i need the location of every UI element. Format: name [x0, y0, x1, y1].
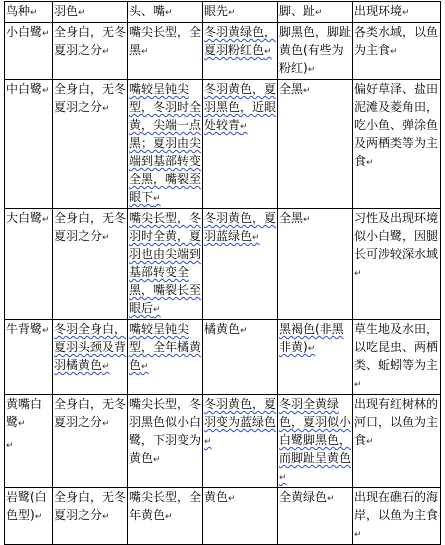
- paragraph-mark-icon: ↵: [102, 512, 110, 522]
- paragraph-mark-icon: ↵: [354, 269, 362, 279]
- paragraph-mark-icon: ↵: [102, 419, 110, 429]
- paragraph-mark-icon: ↵: [252, 233, 260, 243]
- paragraph-mark-icon: ↵: [42, 29, 50, 39]
- paragraph-mark-icon: ↵: [102, 362, 110, 372]
- paragraph-mark-icon: ↵: [6, 441, 14, 451]
- plumage-cell: 冬羽全身白，夏羽头颈及背羽橘黄色↵: [53, 320, 128, 395]
- plumage-cell: 全身白，无冬夏羽之分↵: [53, 23, 128, 80]
- bill-cell: 嘴较呈钝尖型，冬羽时全黄，尖端一点黑；夏羽由尖端到基部转变全黑，嘴裂至眼下↵: [128, 80, 203, 209]
- table-row: [5, 395, 441, 488]
- paragraph-mark-icon: ↵: [141, 362, 149, 372]
- plumage-cell: 全身白，无冬夏羽之分↵: [53, 209, 128, 320]
- species-cell: 黄嘴白鹭↵: [5, 395, 53, 488]
- lores-cell: 冬羽黄色，夏羽黑色，近眼处较青↵: [203, 80, 278, 209]
- paragraph-mark-icon: ↵: [307, 65, 316, 75]
- legs-cell: 全黑↵: [278, 80, 353, 209]
- egret-table: [4, 1, 441, 545]
- paragraph-mark-icon: ↵: [165, 8, 173, 18]
- paragraph-mark-icon: ↵: [102, 233, 110, 243]
- habitat-cell: 出现有红树林的河口，以鱼为主食↵: [353, 395, 441, 488]
- paragraph-mark-icon: ↵: [264, 47, 272, 57]
- header-cell-legs-toes: 脚、趾↵: [278, 2, 353, 23]
- paragraph-mark-icon: ↵: [303, 215, 311, 225]
- paragraph-mark-icon: ↵: [366, 437, 374, 447]
- bill-cell: 嘴尖长型，全年黄色↵: [128, 488, 203, 545]
- paragraph-mark-icon: ↵: [153, 194, 161, 204]
- paragraph-mark-icon: ↵: [366, 158, 374, 168]
- legs-cell: 全黄绿色↵: [278, 488, 353, 545]
- paragraph-mark-icon: ↵: [42, 326, 50, 336]
- paragraph-mark-icon: ↵: [102, 104, 110, 114]
- bill-cell: 嘴尖长型，全黑↵: [128, 23, 203, 80]
- paragraph-mark-icon: ↵: [30, 8, 38, 18]
- paragraph-mark-icon: ↵: [42, 215, 50, 225]
- paragraph-mark-icon: ↵: [240, 326, 248, 336]
- bill-cell: 嘴较呈钝尖型，全年橘黄色↵: [128, 320, 203, 395]
- table-row: [5, 320, 441, 395]
- bill-cell: 嘴尖长型，冬羽黑色似小白鹭，下羽变为黄色↵: [128, 395, 203, 488]
- paragraph-mark-icon: ↵: [240, 122, 248, 132]
- legs-cell: 脚黑色，脚趾黄色(有些为粉红)↵: [278, 23, 353, 80]
- paragraph-mark-icon: ↵: [34, 512, 43, 522]
- paragraph-mark-icon: ↵: [402, 8, 410, 18]
- header-row: [5, 2, 441, 23]
- paragraph-mark-icon: ↵: [42, 86, 50, 96]
- paragraph-mark-icon: ↵: [18, 419, 26, 429]
- table-row: [5, 23, 441, 80]
- paragraph-mark-icon: ↵: [307, 344, 316, 354]
- paragraph-mark-icon: ↵: [390, 47, 398, 57]
- lores-cell: 冬羽黄色，夏羽变为蓝绿色↵: [203, 395, 278, 488]
- plumage-cell: 全身白，无冬夏羽之分↵: [53, 395, 128, 488]
- paragraph-mark-icon: ↵: [78, 8, 86, 18]
- paragraph-mark-icon: ↵: [354, 530, 362, 540]
- lores-cell: 黄色↵: [203, 488, 278, 545]
- lores-cell: 冬羽黄绿色，夏羽粉红色↵: [203, 23, 278, 80]
- paragraph-mark-icon: ↵: [153, 305, 161, 315]
- species-cell: 牛背鹭↵: [5, 320, 53, 395]
- legs-cell: 冬羽全黄绿色，夏羽似小白鹭脚黑色，而脚趾呈黄色↵: [278, 395, 353, 488]
- paragraph-mark-icon: ↵: [327, 494, 335, 504]
- header-cell-habitat: 出现环境↵: [353, 2, 441, 23]
- legs-cell: 黑褐色(非黑非黄)↵: [278, 320, 353, 395]
- paragraph-mark-icon: ↵: [228, 494, 236, 504]
- legs-cell: 全黑↵: [278, 209, 353, 320]
- species-cell: 大白鹭↵: [5, 209, 53, 320]
- species-cell: 岩鹭(白色型)↵: [5, 488, 53, 545]
- paragraph-mark-icon: ↵: [228, 8, 236, 18]
- table-row: [5, 488, 441, 545]
- habitat-cell: 出现在礁石的海岸，以鱼为主食↵: [353, 488, 441, 545]
- bill-cell: 嘴尖长型，冬羽时全黄，夏羽也由尖端到基部转变全黑，嘴裂长至眼后↵: [128, 209, 203, 320]
- habitat-cell: 草生地及水田，以吃昆虫、两栖类、蚯蚓等为主↵: [353, 320, 441, 395]
- paragraph-mark-icon: ↵: [204, 437, 212, 447]
- header-cell-species: 鸟种↵: [5, 2, 53, 23]
- plumage-cell: 全身白，无冬夏羽之分↵: [53, 80, 128, 209]
- habitat-cell: 偏好草泽、盐田泥滩及菱角田，吃小鱼、弹涂鱼及两栖类等为主食↵: [353, 80, 441, 209]
- header-cell-head-bill: 头、嘴↵: [128, 2, 203, 23]
- habitat-cell: 各类水域，以鱼为主食↵: [353, 23, 441, 80]
- table-row: [5, 209, 441, 320]
- paragraph-mark-icon: ↵: [303, 86, 311, 96]
- paragraph-mark-icon: ↵: [102, 47, 110, 57]
- species-cell: 中白鹭↵: [5, 80, 53, 209]
- paragraph-mark-icon: ↵: [315, 8, 323, 18]
- header-cell-plumage: 羽色↵: [53, 2, 128, 23]
- table-row: [5, 80, 441, 209]
- paragraph-mark-icon: ↵: [153, 455, 161, 465]
- paragraph-mark-icon: ↵: [354, 380, 362, 390]
- habitat-cell: 习性及出现环境似小白鹭，因腿长可涉较深水域↵: [353, 209, 441, 320]
- header-cell-lores: 眼先↵: [203, 2, 278, 23]
- paragraph-mark-icon: ↵: [165, 512, 173, 522]
- plumage-cell: 全身白，无冬夏羽之分↵: [53, 488, 128, 545]
- paragraph-mark-icon: ↵: [279, 473, 287, 483]
- lores-cell: 橘黄色↵: [203, 320, 278, 395]
- paragraph-mark-icon: ↵: [141, 47, 149, 57]
- lores-cell: 冬羽黄色，夏羽蓝绿色↵: [203, 209, 278, 320]
- species-cell: 小白鹭↵: [5, 23, 53, 80]
